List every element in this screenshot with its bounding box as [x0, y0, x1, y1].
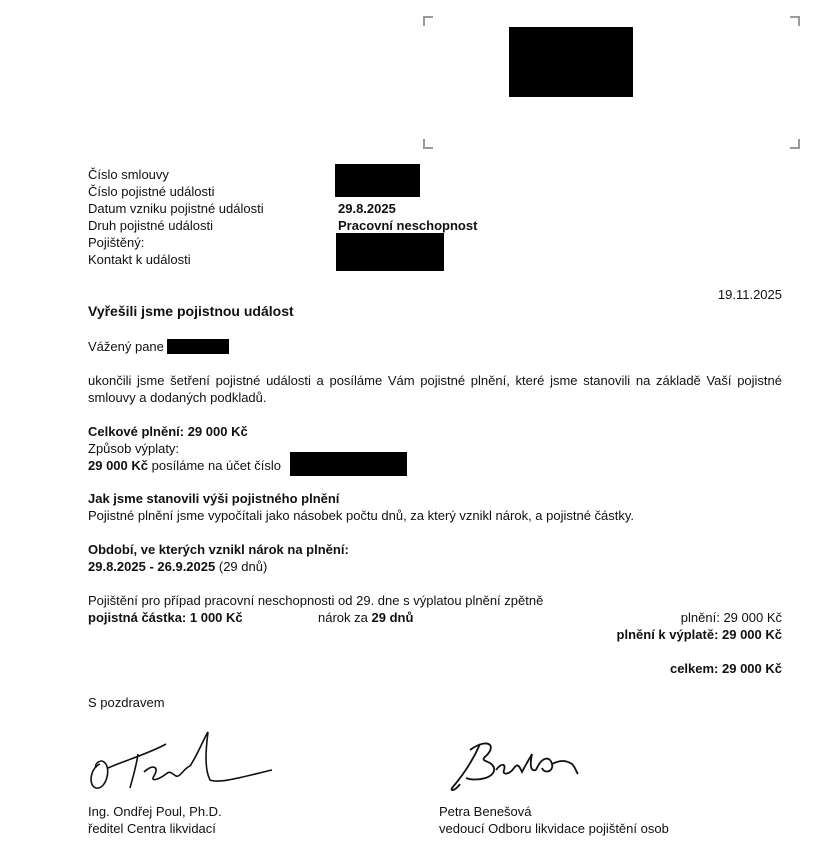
total-benefit: Celkové plnění: 29 000 Kč [88, 424, 248, 439]
signature-poul [86, 724, 276, 794]
payment-account-text: posíláme na účet číslo [151, 458, 281, 473]
redacted-numbers [335, 164, 420, 197]
period-days: (29 dnů) [218, 559, 268, 574]
payment-amount: 29 000 Kč [88, 458, 148, 473]
claim-days-line [318, 609, 413, 626]
date-value: 29.8.2025 [338, 201, 396, 216]
signature-benesova [446, 734, 582, 794]
contact-label: Kontakt k události [88, 252, 191, 267]
payment-account-line [88, 457, 281, 474]
benefit-amount: plnění: 29 000 Kč [680, 610, 782, 625]
redacted-contact [336, 233, 444, 271]
signatory-1-role: ředitel Centra likvidací [88, 821, 216, 836]
salutation: Vážený pane [88, 339, 164, 354]
type-label: Druh pojistné události [88, 218, 214, 233]
claim-prefix: nárok za [318, 610, 368, 625]
calculation-heading: Jak jsme stanovili výši pojistného plnění [88, 491, 340, 506]
address-window-mark [790, 139, 800, 149]
claim-number-label: Číslo pojistné události [88, 184, 215, 199]
grand-total: celkem: 29 000 Kč [669, 661, 782, 676]
contract-number-label: Číslo smlouvy [88, 167, 169, 182]
address-window-mark [423, 16, 433, 26]
redacted-address [509, 27, 633, 97]
insured-label: Pojištěný: [88, 235, 145, 250]
type-value: Pracovní neschopnost [338, 218, 478, 233]
letter-date: 19.11.2025 [717, 287, 782, 302]
address-window-mark [423, 139, 433, 149]
signatory-2-name: Petra Benešová [439, 804, 532, 819]
date-label: Datum vzniku pojistné události [88, 201, 264, 216]
calculation-text: Pojistné plnění jsme vypočítali jako násobek počtu dnů, za který vznikl nárok, a pojistné částky. [88, 508, 635, 523]
signatory-1-name: Ing. Ondřej Poul, Ph.D. [88, 804, 222, 819]
period-line [88, 558, 267, 575]
address-window-mark [790, 16, 800, 26]
payment-method-label: Způsob výplaty: [88, 441, 180, 456]
benefit-description: Pojištění pro případ pracovní neschopnosti od 29. dne s výplatou plnění zpětně [88, 593, 544, 608]
signatory-2-role: vedoucí Odboru likvidace pojištění osob [439, 821, 669, 836]
payout-amount: plnění k výplatě: 29 000 Kč [616, 627, 782, 642]
sum-insured: pojistná částka: 1 000 Kč [88, 610, 243, 625]
claim-days: 29 dnů [371, 610, 414, 625]
period-range: 29.8.2025 - 26.9.2025 [88, 559, 216, 574]
letter-title: Vyřešili jsme pojistnou událost [88, 303, 294, 319]
closing: S pozdravem [88, 695, 165, 710]
period-heading: Období, ve kterých vznikl nárok na plnění: [88, 542, 349, 557]
redacted-name [167, 339, 229, 354]
intro-paragraph: ukončili jsme šetření pojistné události a posíláme Vám pojistné plnění, které jsme stanovili na základě Vaší pojistné smlouvy a dodaných podkladů. [88, 373, 782, 405]
redacted-account [290, 452, 407, 476]
